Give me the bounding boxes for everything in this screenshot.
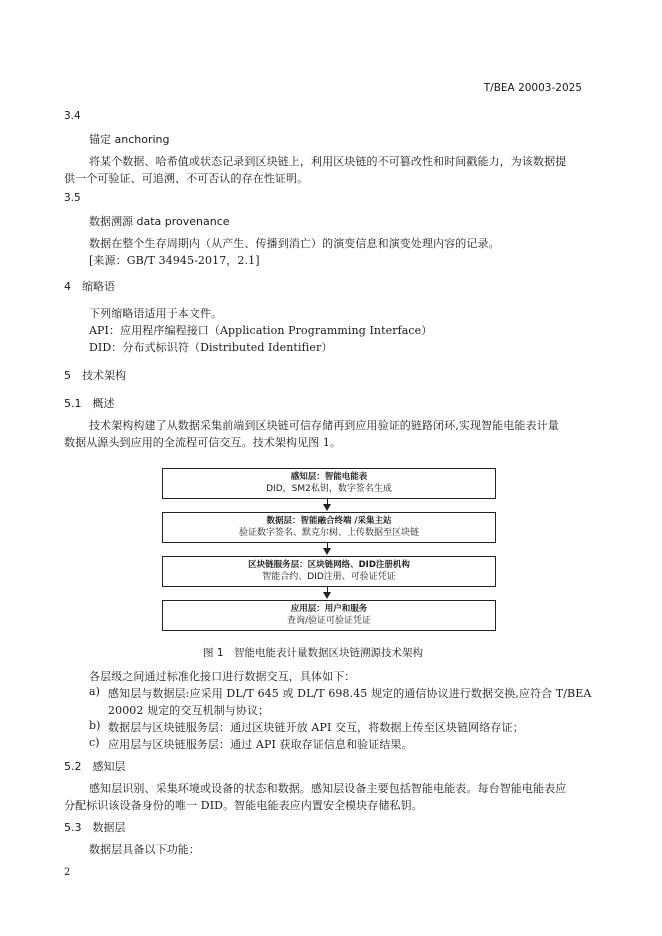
application-layer-title: 应用层：用户和服务 — [290, 604, 368, 614]
document-id: T/BEA 20003-2025 — [483, 82, 582, 94]
term-data-provenance: 数据溯源 data provenance — [89, 215, 230, 228]
item-a-line1: 感知层与数据层:应采用 DL/T 645 或 DL/T 698.45 规定的通信协议进行数据交换,应符合 T/BEA — [108, 687, 592, 700]
perception-paragraph-line2: 分配标识该设备身份的唯一 DID。智能电能表应内置安全模块存储私钥。 — [64, 799, 423, 812]
definition-source: [来源：GB/T 34945-2017，2.1] — [89, 254, 260, 267]
page-number: 2 — [64, 867, 71, 878]
definition-data-provenance: 数据在整个生存周期内（从产生、传播到消亡）的演变信息和演变处理内容的记录。 — [89, 237, 500, 250]
blockchain-service-layer-title: 区块链服务层：区块链网络、DID注册机构 — [248, 560, 410, 570]
item-c-label: c) — [89, 736, 100, 749]
clause-number-3-5: 3.5 — [64, 192, 81, 204]
item-b-text: 数据层与区块链服务层：通过区块链开放 API 交互，将数据上传至区块链网络存证； — [108, 721, 524, 734]
blockchain-service-layer-detail: 智能合约、DID注册、可验证凭证 — [262, 572, 396, 582]
term-anchoring: 锚定 anchoring — [89, 133, 170, 146]
item-c-text: 应用层与区块链服务层：通过 API 获取存证信息和验证结果。 — [108, 738, 413, 751]
perception-layer-box — [162, 468, 496, 499]
perception-paragraph-line1: 感知层识别、采集环境或设备的状态和数据。感知层设备主要包括智能电能表。每台智能电能表应 — [89, 782, 567, 795]
data-layer-paragraph: 数据层具备以下功能： — [89, 843, 200, 856]
item-b-label: b) — [89, 719, 101, 732]
application-layer-detail: 查询/验证可验证凭证 — [286, 616, 372, 626]
item-a-line2: 20002 规定的交互机制与协议； — [108, 704, 270, 717]
data-layer-detail: 验证数字签名、默克尔树、上传数据至区块链 — [238, 528, 419, 538]
overview-paragraph-line1: 技术架构构建了从数据采集前端到区块链可信存储再到应用验证的链路闭环,实现智能电能表计量 — [89, 419, 559, 432]
definition-anchoring-line2: 供一个可验证、可追溯、不可否认的存在性证明。 — [64, 172, 309, 185]
clause-number-3-4: 3.4 — [64, 110, 81, 122]
section-heading-5-2: 5.2 感知层 — [64, 760, 126, 773]
interactions-intro: 各层级之间通过标准化接口进行数据交互，具体如下： — [89, 670, 356, 683]
data-layer-title: 数据层：智能融合终端 /采集主站 — [266, 516, 392, 526]
figure-caption: 图 1 智能电能表计量数据区块链溯源技术架构 — [203, 647, 424, 659]
section-heading-5-3: 5.3 数据层 — [64, 821, 126, 834]
application-layer-box — [162, 600, 496, 631]
perception-layer-detail: DID，SM2私钥，数字签名生成 — [266, 484, 392, 494]
overview-paragraph-line2: 数据从源头到应用的全流程可信交互。技术架构见图 1。 — [64, 436, 342, 449]
data-layer-box — [162, 512, 496, 543]
abbreviations-intro: 下列缩略语适用于本文件。 — [89, 307, 223, 320]
section-heading-5: 5 技术架构 — [64, 369, 126, 382]
perception-layer-title: 感知层：智能电能表 — [290, 472, 368, 482]
section-heading-5-1: 5.1 概述 — [64, 397, 115, 410]
blockchain-service-layer-box — [162, 556, 496, 587]
section-heading-4: 4 缩略语 — [64, 280, 115, 293]
abbreviation-api: API：应用程序编程接口（Application Programming Interface） — [89, 324, 433, 337]
abbreviation-did: DID：分布式标识符（Distributed Identifier） — [89, 341, 333, 354]
definition-anchoring-line1: 将某个数据、哈希值或状态记录到区块链上，利用区块链的不可篡改性和时间戳能力，为该数据提 — [89, 155, 567, 168]
item-a-label: a) — [89, 685, 101, 698]
